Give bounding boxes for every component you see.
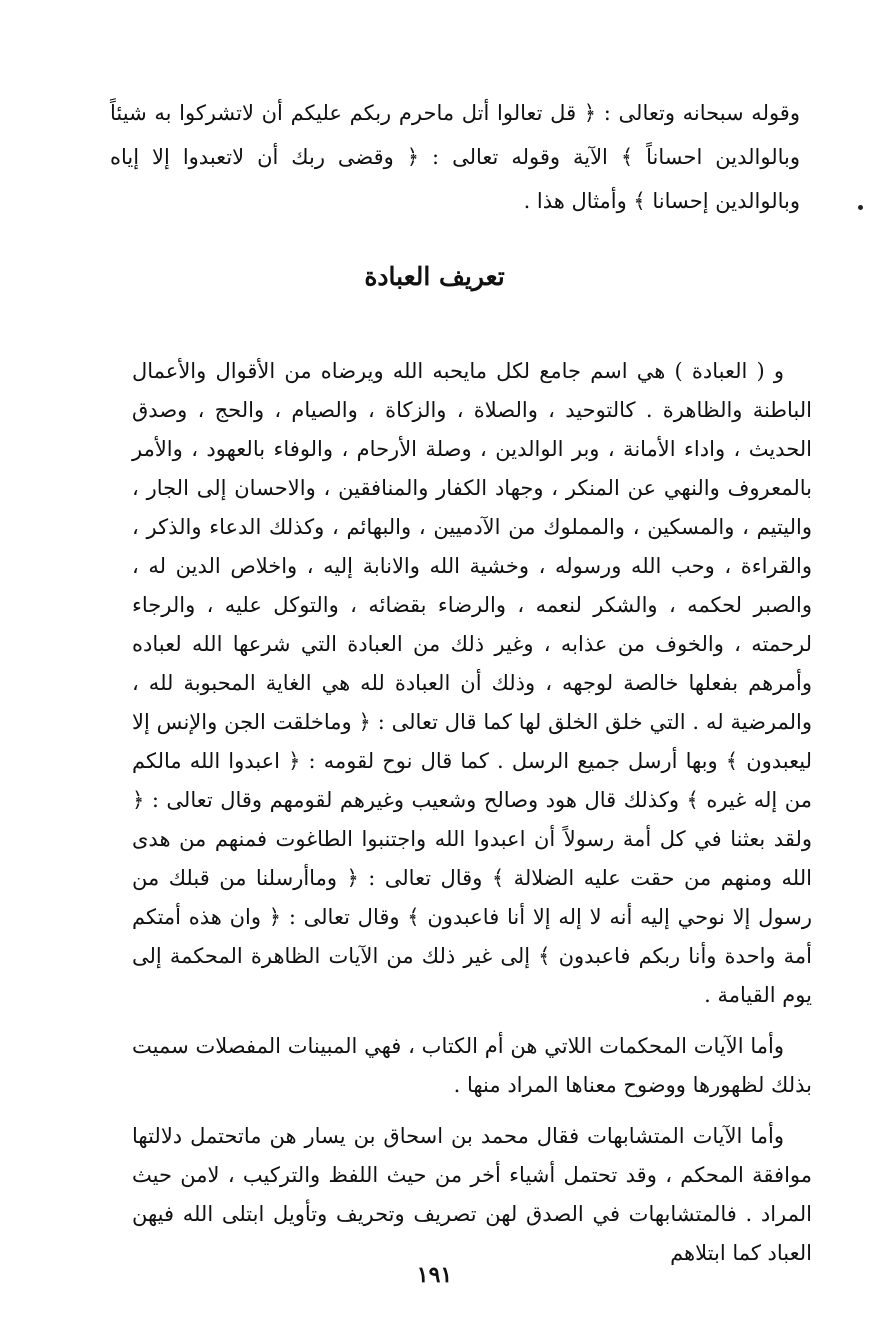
paragraph-mutashabihat: وأما الآيات المتشابهات فقال محمد بن اسحاق بن يسار هن ماتحتمل دلالتها موافقة المحكم ، وقد تحتمل أشياء أخر من حيث اللفظ والتركيب ، لامن حيث المراد . فالمتشابهات في الصدق لهن تصريف وتحريف وتأويل ابتلى الله فيهن العباد كما ابتلاهم [132, 1124, 812, 1265]
page-number: ١٩١ [416, 1262, 453, 1288]
intro-paragraph: وقوله سبحانه وتعالى : ﴿ قل تعالوا أتل ماحرم ربكم عليكم أن لاتشركوا به شيئاً وبالوالدين احساناً ﴾ الآية وقوله تعالى : ﴿ وقضى ربك أن لاتعبدوا إلا إياه وبالوالدين إحسانا ﴾ وأمثال هذا . [110, 101, 800, 213]
paragraph-muhkamat: وأما الآيات المحكمات اللاتي هن أم الكتاب ، فهي المبينات المفصلات سميت بذلك لظهورها ووضوح معناها المراد منها . [132, 1034, 812, 1097]
section-title: تعريف العبادة [364, 262, 505, 291]
margin-mark [858, 205, 863, 210]
paragraph-definition: و ( العبادة ) هي اسم جامع لكل مايحبه الله ويرضاه من الأقوال والأعمال الباطنة والظاهرة . كالتوحيد ، والصلاة ، والزكاة ، والصيام ، والحج ، وصدق الحديث ، واداء الأمانة ، وبر الوالدين ، وصلة الأرحام ، والوفاء بالعهود ، والأمر بالمعروف والنهي عن المنكر ، وجهاد الكفار والمنافقين ، والاحسان إلى الجار ، واليتيم ، والمسكين ، والمملوك من الآدميين ، والبهائم ، وكذلك الدعاء والذكر ، والقراءة ، وحب الله ورسوله ، وخشية الله والانابة إليه ، واخلاص الدين له ، والصبر لحكمه ، والشكر لنعمه ، والرضاء بقضائه ، والتوكل عليه ، والرجاء لرحمته ، والخوف من عذابه ، وغير ذلك من العبادة التي شرعها الله لعباده وأمرهم بفعلها خالصة لوجهه ، وذلك أن العبادة لله هي الغاية المحبوبة لله ، والمرضية له . التي خلق الخلق لها كما قال تعالى : ﴿ وماخلقت الجن والإنس إلا ليعبدون ﴾ وبها أرسل جميع الرسل . كما قال نوح لقومه : ﴿ اعبدوا الله مالكم من إله غيره ﴾ وكذلك قال هود وصالح وشعيب وغيرهم لقومهم وقال تعالى : ﴿ ولقد بعثنا في كل أمة رسولاً أن اعبدوا الله واجتنبوا الطاغوت فمنهم من هدى الله ومنهم من حقت عليه الضلالة ﴾ وقال تعالى : ﴿ وماأرسلنا من قبلك من رسول إلا نوحي إليه أنه لا إله إلا أنا فاعبدون ﴾ وقال تعالى : ﴿ وان هذه أمتكم أمة واحدة وأنا ربكم فاعبدون ﴾ إلى غير ذلك من الآيات الظاهرة المحكمة إلى يوم القيامة . [132, 359, 812, 1007]
body-text [132, 352, 812, 1273]
